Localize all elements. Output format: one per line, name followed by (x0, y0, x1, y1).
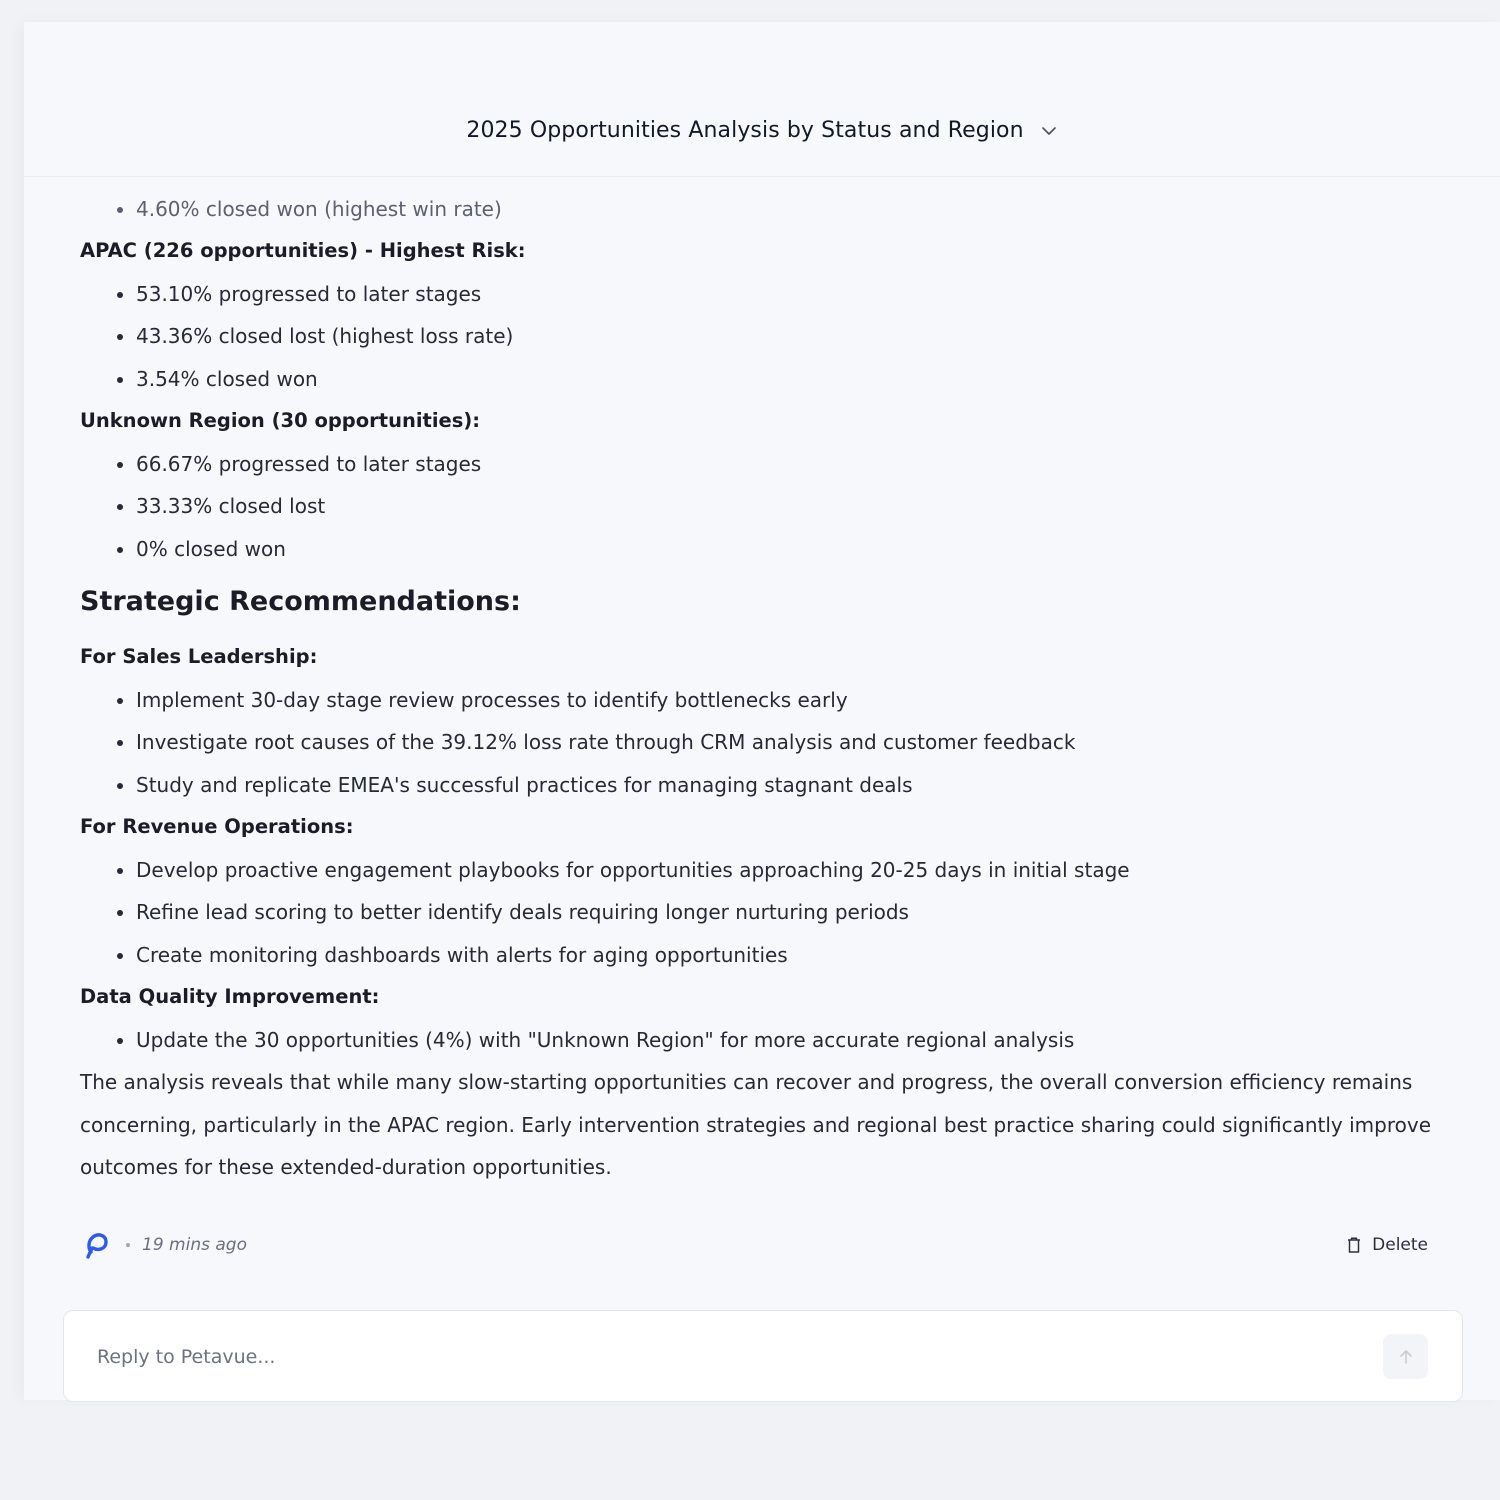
list-item: Create monitoring dashboards with alerts for aging opportunities (80, 934, 1440, 977)
list-item: Refine lead scoring to better identify deals requiring longer nurturing periods (80, 891, 1440, 934)
separator-dot (126, 1243, 130, 1247)
conclusion-paragraph: The analysis reveals that while many slow-starting opportunities can recover and progress, the overall conversion efficiency remains concerning, particularly in the APAC region. Early intervention strategies and regional best practice sharing could significantly improve outcomes for these extended-duration opportunities. (80, 1070, 1431, 1179)
sales-leadership-list (80, 679, 1440, 807)
list-item: Study and replicate EMEA's successful practices for managing stagnant deals (80, 764, 1440, 807)
recommendations-heading: Strategic Recommendations: (80, 586, 521, 617)
list-item: 4.60% closed won (highest win rate) (80, 188, 1440, 231)
arrow-up-icon (1398, 1349, 1414, 1365)
sales-leadership-heading: For Sales Leadership: (80, 645, 318, 668)
revenue-operations-heading: For Revenue Operations: (80, 815, 354, 838)
reply-box (63, 1310, 1463, 1402)
chat-panel (24, 22, 1500, 1400)
unknown-region-heading: Unknown Region (30 opportunities): (80, 409, 481, 432)
delete-label: Delete (1372, 1235, 1428, 1255)
page-title: 2025 Opportunities Analysis by Status and Region (466, 118, 1024, 143)
message-scroll-area[interactable] (24, 177, 1500, 1400)
unknown-region-list (80, 443, 1440, 571)
revenue-operations-list (80, 849, 1440, 977)
delete-button[interactable] (1346, 1235, 1428, 1255)
list-item: 53.10% progressed to later stages (80, 273, 1440, 316)
list-item: 3.54% closed won (80, 358, 1440, 401)
send-button[interactable] (1383, 1334, 1428, 1379)
message-timestamp: 19 mins ago (142, 1235, 247, 1255)
list-item: 0% closed won (80, 528, 1440, 571)
title-dropdown[interactable] (24, 118, 1500, 143)
chevron-down-icon[interactable] (1040, 122, 1058, 140)
list-item: 43.36% closed lost (highest loss rate) (80, 315, 1440, 358)
message-meta (80, 1229, 1428, 1261)
list-item: Implement 30-day stage review processes to identify bottlenecks early (80, 679, 1440, 722)
chat-header (24, 22, 1500, 177)
list-item: Update the 30 opportunities (4%) with "Unknown Region" for more accurate regional analysis (80, 1019, 1440, 1062)
list-item: Develop proactive engagement playbooks for opportunities approaching 20-25 days in initial stage (80, 849, 1440, 892)
trash-icon (1346, 1236, 1362, 1254)
apac-list (80, 273, 1440, 401)
list-item: 66.67% progressed to later stages (80, 443, 1440, 486)
apac-heading: APAC (226 opportunities) - Highest Risk: (80, 239, 526, 262)
reply-input[interactable] (97, 1341, 1297, 1373)
data-quality-list (80, 1019, 1440, 1062)
assistant-message (80, 145, 1440, 1189)
petavue-logo-icon (84, 1230, 110, 1260)
list-item: Investigate root causes of the 39.12% loss rate through CRM analysis and customer feedback (80, 721, 1440, 764)
data-quality-heading: Data Quality Improvement: (80, 985, 380, 1008)
list-item: 33.33% closed lost (80, 485, 1440, 528)
